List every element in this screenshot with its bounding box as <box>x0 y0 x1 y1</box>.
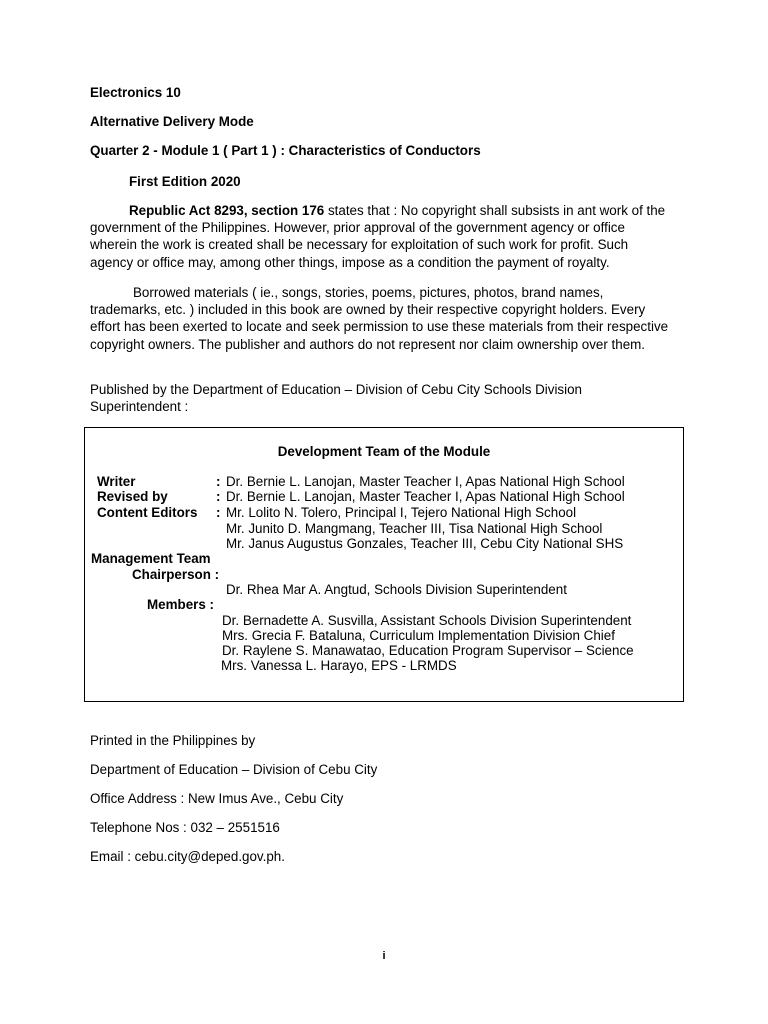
writer-name: Dr. Bernie L. Lanojan, Master Teacher I, Apas National High School <box>226 474 625 489</box>
writer-colon: : <box>216 474 221 489</box>
editor-item: Mr. Janus Augustus Gonzales, Teacher III, Cebu City National SHS <box>226 536 624 551</box>
borrowed-text: Borrowed materials ( ie., songs, stories, poems, pictures, photos, brand names, trademarks, etc. ) included in this book are owned by their respective copyright holders. Every effort has been exerted to locate and seek permission to use these materials from their respective copyright owners. The publisher and authors do not represent nor claim ownership over them. <box>90 285 669 352</box>
member-item: Dr. Raylene S. Manawatao, Education Program Supervisor – Science <box>222 643 634 658</box>
division-name: Department of Education – Division of Cebu City <box>90 762 378 777</box>
member-item: Dr. Bernadette A. Susvilla, Assistant Schools Division Superintendent <box>222 613 632 628</box>
editor-item: Mr. Lolito N. Tolero, Principal I, Tejero National High School <box>226 505 577 520</box>
management-label: Management Team <box>91 551 211 566</box>
revised-label: Revised by <box>97 489 168 504</box>
published-by: Published by the Department of Education – Division of Cebu City Schools Division Superintendent : <box>90 382 582 415</box>
email: Email : cebu.city@deped.gov.ph. <box>90 849 285 864</box>
editors-label: Content Editors <box>97 505 198 520</box>
act-reference: Republic Act 8293, section 176 <box>129 203 325 218</box>
revised-colon: : <box>216 489 221 504</box>
subject-title: Electronics 10 <box>90 85 181 100</box>
editor-item: Mr. Junito D. Mangmang, Teacher III, Tisa National High School <box>226 521 603 536</box>
writer-label: Writer <box>97 474 136 489</box>
telephone: Telephone Nos : 032 – 2551516 <box>90 820 280 835</box>
members-label: Members : <box>147 597 214 612</box>
delivery-mode: Alternative Delivery Mode <box>90 114 254 129</box>
member-item: Mrs. Grecia F. Bataluna, Curriculum Implementation Division Chief <box>222 628 615 643</box>
member-item: Mrs. Vanessa L. Harayo, EPS - LRMDS <box>221 658 457 673</box>
chairperson-label: Chairperson : <box>132 567 220 582</box>
copyright-text: states that : No copyright shall subsists in ant work of the government of the Philippines. However, prior approval of the government agency or office wherein the work is created shall be necessary for exploitation of such work for profit. Such agency or office may, among other things, impose as a condition the payment of royalty. <box>90 203 666 270</box>
team-heading: Development Team of the Module <box>277 444 491 459</box>
editors-colon: : <box>216 505 221 520</box>
chairperson-name: Dr. Rhea Mar A. Angtud, Schools Division Superintendent <box>226 582 567 597</box>
copyright-paragraph <box>90 202 675 271</box>
borrowed-paragraph <box>90 284 675 353</box>
edition: First Edition 2020 <box>129 174 241 189</box>
printed-by: Printed in the Philippines by <box>90 733 256 748</box>
page-number: i <box>382 950 386 962</box>
development-team-box <box>84 427 684 702</box>
module-title: Quarter 2 - Module 1 ( Part 1 ) : Characteristics of Conductors <box>90 143 481 158</box>
revised-name: Dr. Bernie L. Lanojan, Master Teacher I, Apas National High School <box>226 489 625 504</box>
office-address: Office Address : New Imus Ave., Cebu City <box>90 791 344 806</box>
